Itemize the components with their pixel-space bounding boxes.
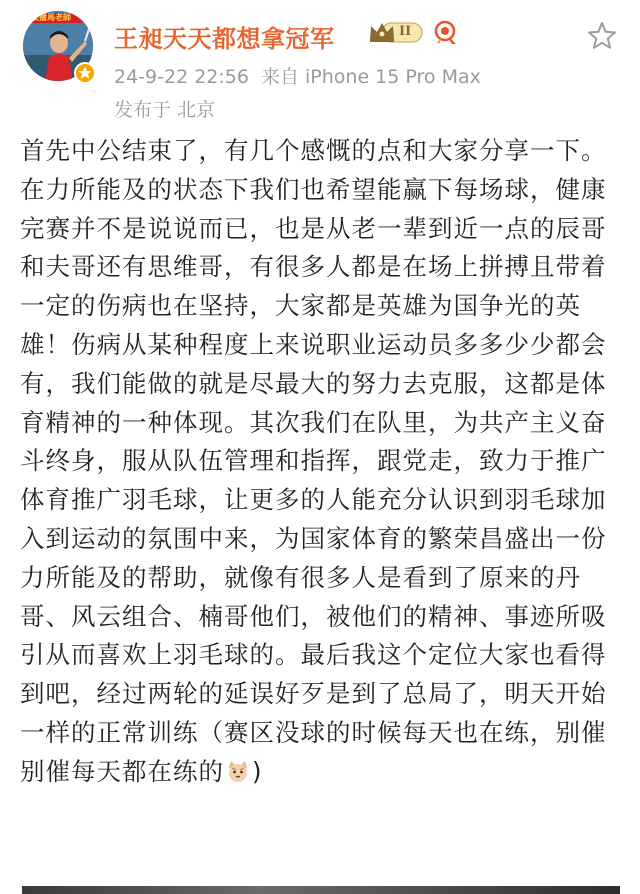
avatar-caption: 奴播馬老師 — [31, 13, 71, 22]
cat-face-emoji-icon — [226, 756, 250, 780]
post-body — [20, 132, 620, 792]
post-meta — [114, 62, 481, 89]
orange-verified-icon — [74, 62, 96, 84]
favorite-star-button[interactable] — [586, 20, 618, 52]
post-trailing-text: ) — [252, 756, 263, 786]
post-paragraph-2-text: 在力所能及的状态下我们也希望能赢下每场球，健康完赛并不是说说而已，也是从老一辈到近一点的辰哥和夫哥还有思维哥，有很多人都是在场上拼搏且带着一定的伤病也在坚持，大家都是英雄为国争光的英雄！伤病从某种程度上来说职业运动员多多少少都会有，我们能做的就是尽最大的努力去克服，这都是体育精神的一种体现。其次我们在队里，为共产主义奋斗终身，服从队伍管理和指挥，跟党走，致力于推广体育推广羽毛球，让更多的人能充分认识到羽毛球加入到运动的氛围中来，为国家体育的繁荣昌盛出一份力所能及的帮助，就像有很多人是看到了原来的丹哥、风云组合、楠哥他们，被他们的精神、事迹所吸引从而喜欢上羽毛球的。最后我这个定位大家也看得到吧，经过两轮的延误好歹是到了总局了，明天开始一样的正常训练（赛区没球的时候每天也在练，别催别催每天都在练的 — [20, 174, 607, 786]
post-source: 来自 iPhone 15 Pro Max — [260, 66, 481, 88]
crown-level-icon[interactable] — [368, 20, 423, 45]
post-timestamp: 24-9-22 22:56 — [114, 66, 249, 88]
star-outline-icon — [586, 20, 618, 52]
post-paragraph-1: 首先中公结束了，有几个感慨的点和大家分享一下。 — [20, 136, 607, 165]
post-location: 发布于 北京 — [114, 99, 216, 121]
author-name[interactable]: 王昶天天都想拿冠军 — [114, 25, 335, 53]
post-paragraph-2 — [20, 171, 620, 792]
level-label: II — [399, 24, 412, 39]
attached-image-preview[interactable] — [22, 886, 620, 894]
post-header — [0, 0, 640, 120]
fan-medal-icon[interactable] — [432, 19, 460, 47]
